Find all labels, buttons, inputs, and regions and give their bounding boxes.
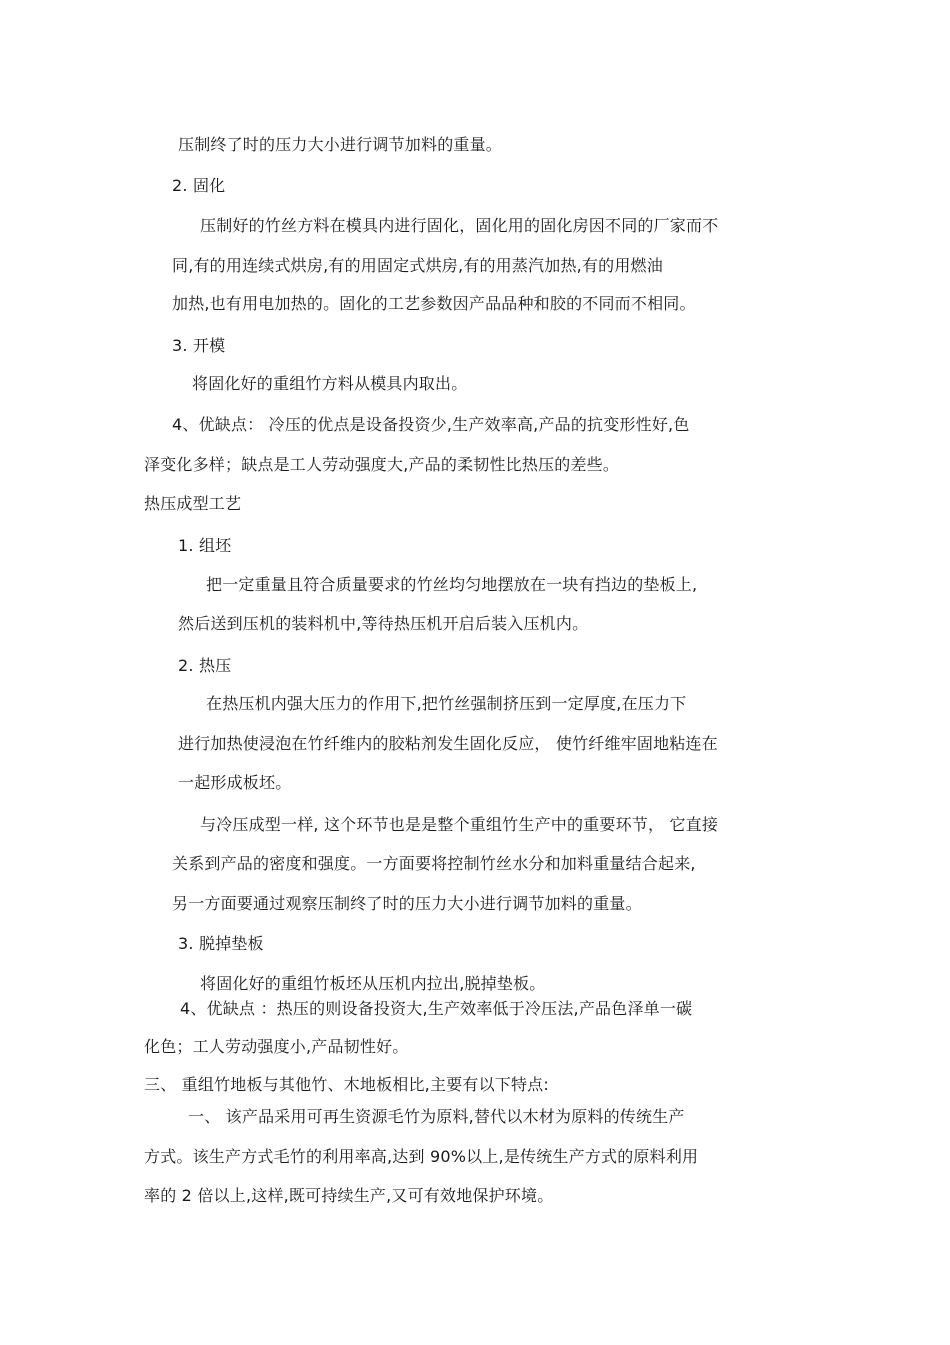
text-line: 然后送到压机的装料机中,等待热压机开启后装入压机内。 (178, 614, 589, 633)
text-line: 关系到产品的密度和强度。一方面要将控制竹丝水分和加料重量结合起来, (172, 854, 696, 873)
text-line: 与冷压成型一样, 这个环节也是是整个重组竹生产中的重要环节， 它直接 (200, 815, 719, 834)
text-line: 压制好的竹丝方料在模具内进行固化，固化用的固化房因不同的厂家而不 (200, 216, 719, 235)
subsection-title: 热压成型工艺 (144, 494, 242, 513)
section-heading: 1. 组坯 (178, 536, 232, 555)
text-line: 将固化好的重组竹板坯从压机内拉出,脱掉垫板。 (200, 974, 546, 993)
text-line: 把一定重量且符合质量要求的竹丝均匀地摆放在一块有挡边的垫板上, (206, 575, 698, 594)
text-line: 进行加热使浸泡在竹纤维内的胶粘剂发生固化反应， 使竹纤维牢固地粘连在 (178, 734, 718, 753)
text-line: 泽变化多样；缺点是工人劳动强度大,产品的柔韧性比热压的差些。 (144, 455, 620, 474)
section-heading: 3. 开模 (172, 336, 226, 355)
text-line: 方式。该生产方式毛竹的利用率高,达到 90%以上,是传统生产方式的原料利用 (144, 1147, 699, 1166)
section-heading: 2. 固化 (172, 176, 226, 195)
text-line: 压制终了时的压力大小进行调节加料的重量。 (178, 135, 503, 154)
text-line: 同,有的用连续式烘房,有的用固定式烘房,有的用蒸汽加热,有的用燃油 (172, 256, 663, 275)
text-line: 另一方面要通过观察压制终了时的压力大小进行调节加料的重量。 (172, 894, 642, 913)
section-heading: 2. 热压 (178, 656, 232, 675)
section-title: 三、 重组竹地板与其他竹、木地板相比,主要有以下特点: (144, 1075, 549, 1094)
text-line: 一起形成板坯。 (178, 773, 292, 792)
section-heading: 3. 脱掉垫板 (178, 934, 264, 953)
text-line: 4、优缺点： 冷压的优点是设备投资少,生产效率高,产品的抗变形性好,色 (172, 415, 690, 434)
text-line: 加热,也有用电加热的。固化的工艺参数因产品品种和胶的不同而不相同。 (172, 294, 696, 313)
text-line: 率的 2 倍以上,这样,既可持续生产,又可有效地保护环境。 (144, 1186, 554, 1205)
text-line: 将固化好的重组竹方料从模具内取出。 (192, 374, 468, 393)
text-line: 4、优缺点 ：热压的则设备投资大,生产效率低于冷压法,产品色泽单一碳 (180, 999, 693, 1018)
text-line: 一、 该产品采用可再生资源毛竹为原料,替代以木材为原料的传统生产 (188, 1107, 685, 1126)
text-line: 化色；工人劳动强度小,产品韧性好。 (144, 1037, 409, 1056)
text-line: 在热压机内强大压力的作用下,把竹丝强制挤压到一定厚度,在压力下 (206, 694, 687, 713)
